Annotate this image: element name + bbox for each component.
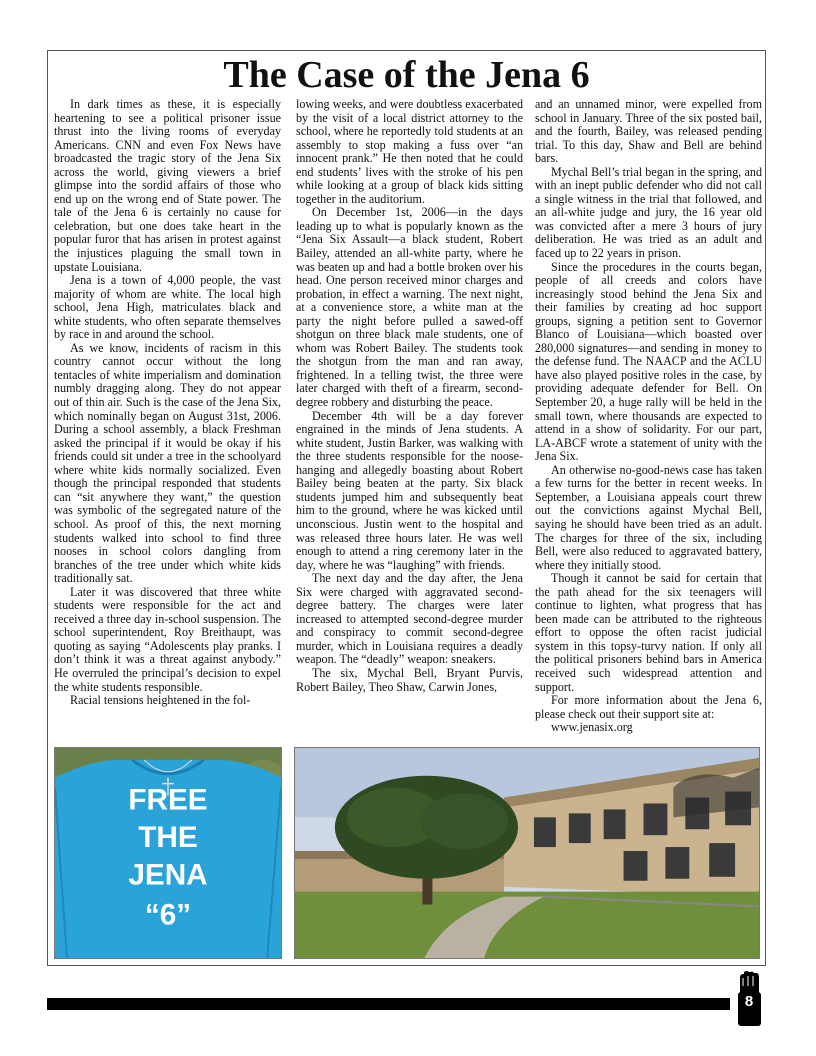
paragraph: Since the procedures in the courts began, people of all creeds and colors have increasingly stood behind the Jena Six and their families by creating ad hoc support groups, signing a petition sent to Governor Blanco of Louisiana—which boasted over 280,000 signatures—and sending in money to the defense fund. The NAACP and the ACLU have also played positive roles in the case, by providing adequate defender for Bell. On September 20, a huge rally will be held in the small town, where thousands are expected to attend in a show of solidarity. For our part, LA-ABCF wrote a statement of unity with the Jena Six. <box>535 259 762 464</box>
page-number: 8 <box>744 993 754 1010</box>
paragraph: lowing weeks, and were doubtless exacerbated by the visit of a local district attorney to the school, where he reportedly told students at an assembly to stop making a fuss over “an innocent prank.” He then noted that he could end students’ lives with the stroke of his pen while looking at a group of black kids sitting together in the auditorium. <box>296 97 523 206</box>
article-title: The Case of the Jena 6 <box>223 54 590 96</box>
paragraph: Though it cannot be said for certain that the path ahead for the six teenagers will continue to lighten, what progress that has been made can be attributed to the righteous effort to oppose the often racist judicial system in this topsy-turvy nation. If only all the political prisoners behind bars in America received such widespread attention and support. <box>535 571 762 694</box>
paragraph: and an unnamed minor, were expelled from school in January. Three of the six posted bail, and the fourth, Bailey, was released pending trial. To this day, Shaw and Bell are behind bars. <box>535 97 762 166</box>
text-column-2 <box>296 98 523 694</box>
support-site-url: www.jenasix.org <box>551 720 633 735</box>
shirt-line-4: “6” <box>144 898 192 932</box>
paragraph: An otherwise no-good-news case has taken a few turns for the better in recent weeks. In September, a Louisiana appeals court threw out the convictions against Mychal Bell, saying he should have been tried as an adult. The charges for three of the six, including Bell, were also reduced to aggravated battery, where they initially stood. <box>535 462 762 572</box>
jena-high-school-photo <box>294 747 760 959</box>
shirt-illustration <box>55 748 281 958</box>
paragraph: On December 1st, 2006—in the days leading up to what is popularly known as the “Jena Six Assault—a black student, Robert Bailey, attended an all-white party, where he was beaten up and had a bottle broken over his head. One person received minor charges and probation, in effect a warning. The next night, at a convenience store, a white man at the party the night before pulled a sawed-off shotgun on three black male students, one of whom was Robert Bailey. The students took the shotgun from the man and ran away, frightened. In a telling twist, the three were later charged with theft of a firearm, second-degree robbery and disturbing the peace. <box>296 205 523 410</box>
shirt-line-2: THE <box>138 821 198 855</box>
school-illustration <box>295 748 759 958</box>
paragraph: As we know, incidents of racism in this country cannot occur without the long tentacles of white imperialism and domination numbly dragging along. They do not appear out of thin air. Such is the case of the Jena Six, which nominally began on August 31st, 2006. During a school assembly, a black Freshman asked the principal if it would be okay if his friends could sit under a tree in the schoolyard where white kids normally socialized. Even though the principal responded that students can “sit anywhere they want,” the question was symbolic of the segregated nature of the school. As proof of this, the next morning students walked into school to find three nooses in school colors dangling from branches of the tree under which white kids traditionally sat. <box>54 340 281 586</box>
paragraph: Jena is a town of 4,000 people, the vast majority of whom are white. The local high school, Jena High, matriculates black and white students, who often separate themselves by race in and around the school. <box>54 273 281 342</box>
paragraph: The six, Mychal Bell, Bryant Purvis, Robert Bailey, Theo Shaw, Carwin Jones, <box>296 665 523 694</box>
paragraph: For more information about the Jena 6, please check out their support site at: <box>535 693 762 721</box>
shirt-line-1: FREE <box>128 783 208 817</box>
text-column-1 <box>54 98 281 708</box>
text-column-3 <box>535 98 762 735</box>
paragraph: Racial tensions heightened in the fol- <box>70 693 251 708</box>
paragraph: Mychal Bell’s trial began in the spring, and with an inept public defender who did not call a single witness in the trial that followed, and an all-white judge and jury, the 16 year old was convicted after a mere 3 hours of jury deliberation. He was tried as an adult and faced up to 22 years in prison. <box>535 164 762 261</box>
paragraph: Later it was discovered that three white students were responsible for the act and received a three day in-school suspension. The school superintendent, Roy Breithaupt, was quoting as saying “Adolescents play pranks. I don’t think it was a threat against anybody.” He overruled the principal’s decision to expel the white students responsible. <box>54 584 281 694</box>
shirt-line-3: JENA <box>128 858 208 892</box>
paragraph: In dark times as these, it is especially heartening to see a political prisoner issue thrust into the living rooms of everyday Americans. CNN and even Fox News have broadcasted the tragic story of the Jena Six across the world, giving viewers a brief glimpse into the sordid affairs of those who end up on the wrong end of State power. The tale of the Jena 6 is certainly no cause for celebration, but one does take heart in the popular furor that has arisen in protest against the injustices plaguing the small town in upstate Louisiana. <box>54 97 281 274</box>
free-the-jena-6-shirt-photo <box>54 747 282 959</box>
footer-bar <box>47 998 730 1010</box>
paragraph: December 4th will be a day forever engrained in the minds of Jena students. A white student, Justin Barker, was walking with the three students responsible for the noose-hanging and allegedly boasting about Robert Bailey being beaten at the party. Six black students jumped him and subsequently beat him to the ground, where he was kicked until unconscious. Justin went to the hospital and was released three hours later. He was well enough to attend a ring ceremony later in the day, where he was “laughing” with friends. <box>296 408 523 572</box>
paragraph: The next day and the day after, the Jena Six were charged with aggravated second-degree battery. The charges were later increased to attempted second-degree murder and conspiracy to commit second-degree murder, which in Louisiana requires a deadly weapon. The “deadly” weapon: sneakers. <box>296 571 523 667</box>
